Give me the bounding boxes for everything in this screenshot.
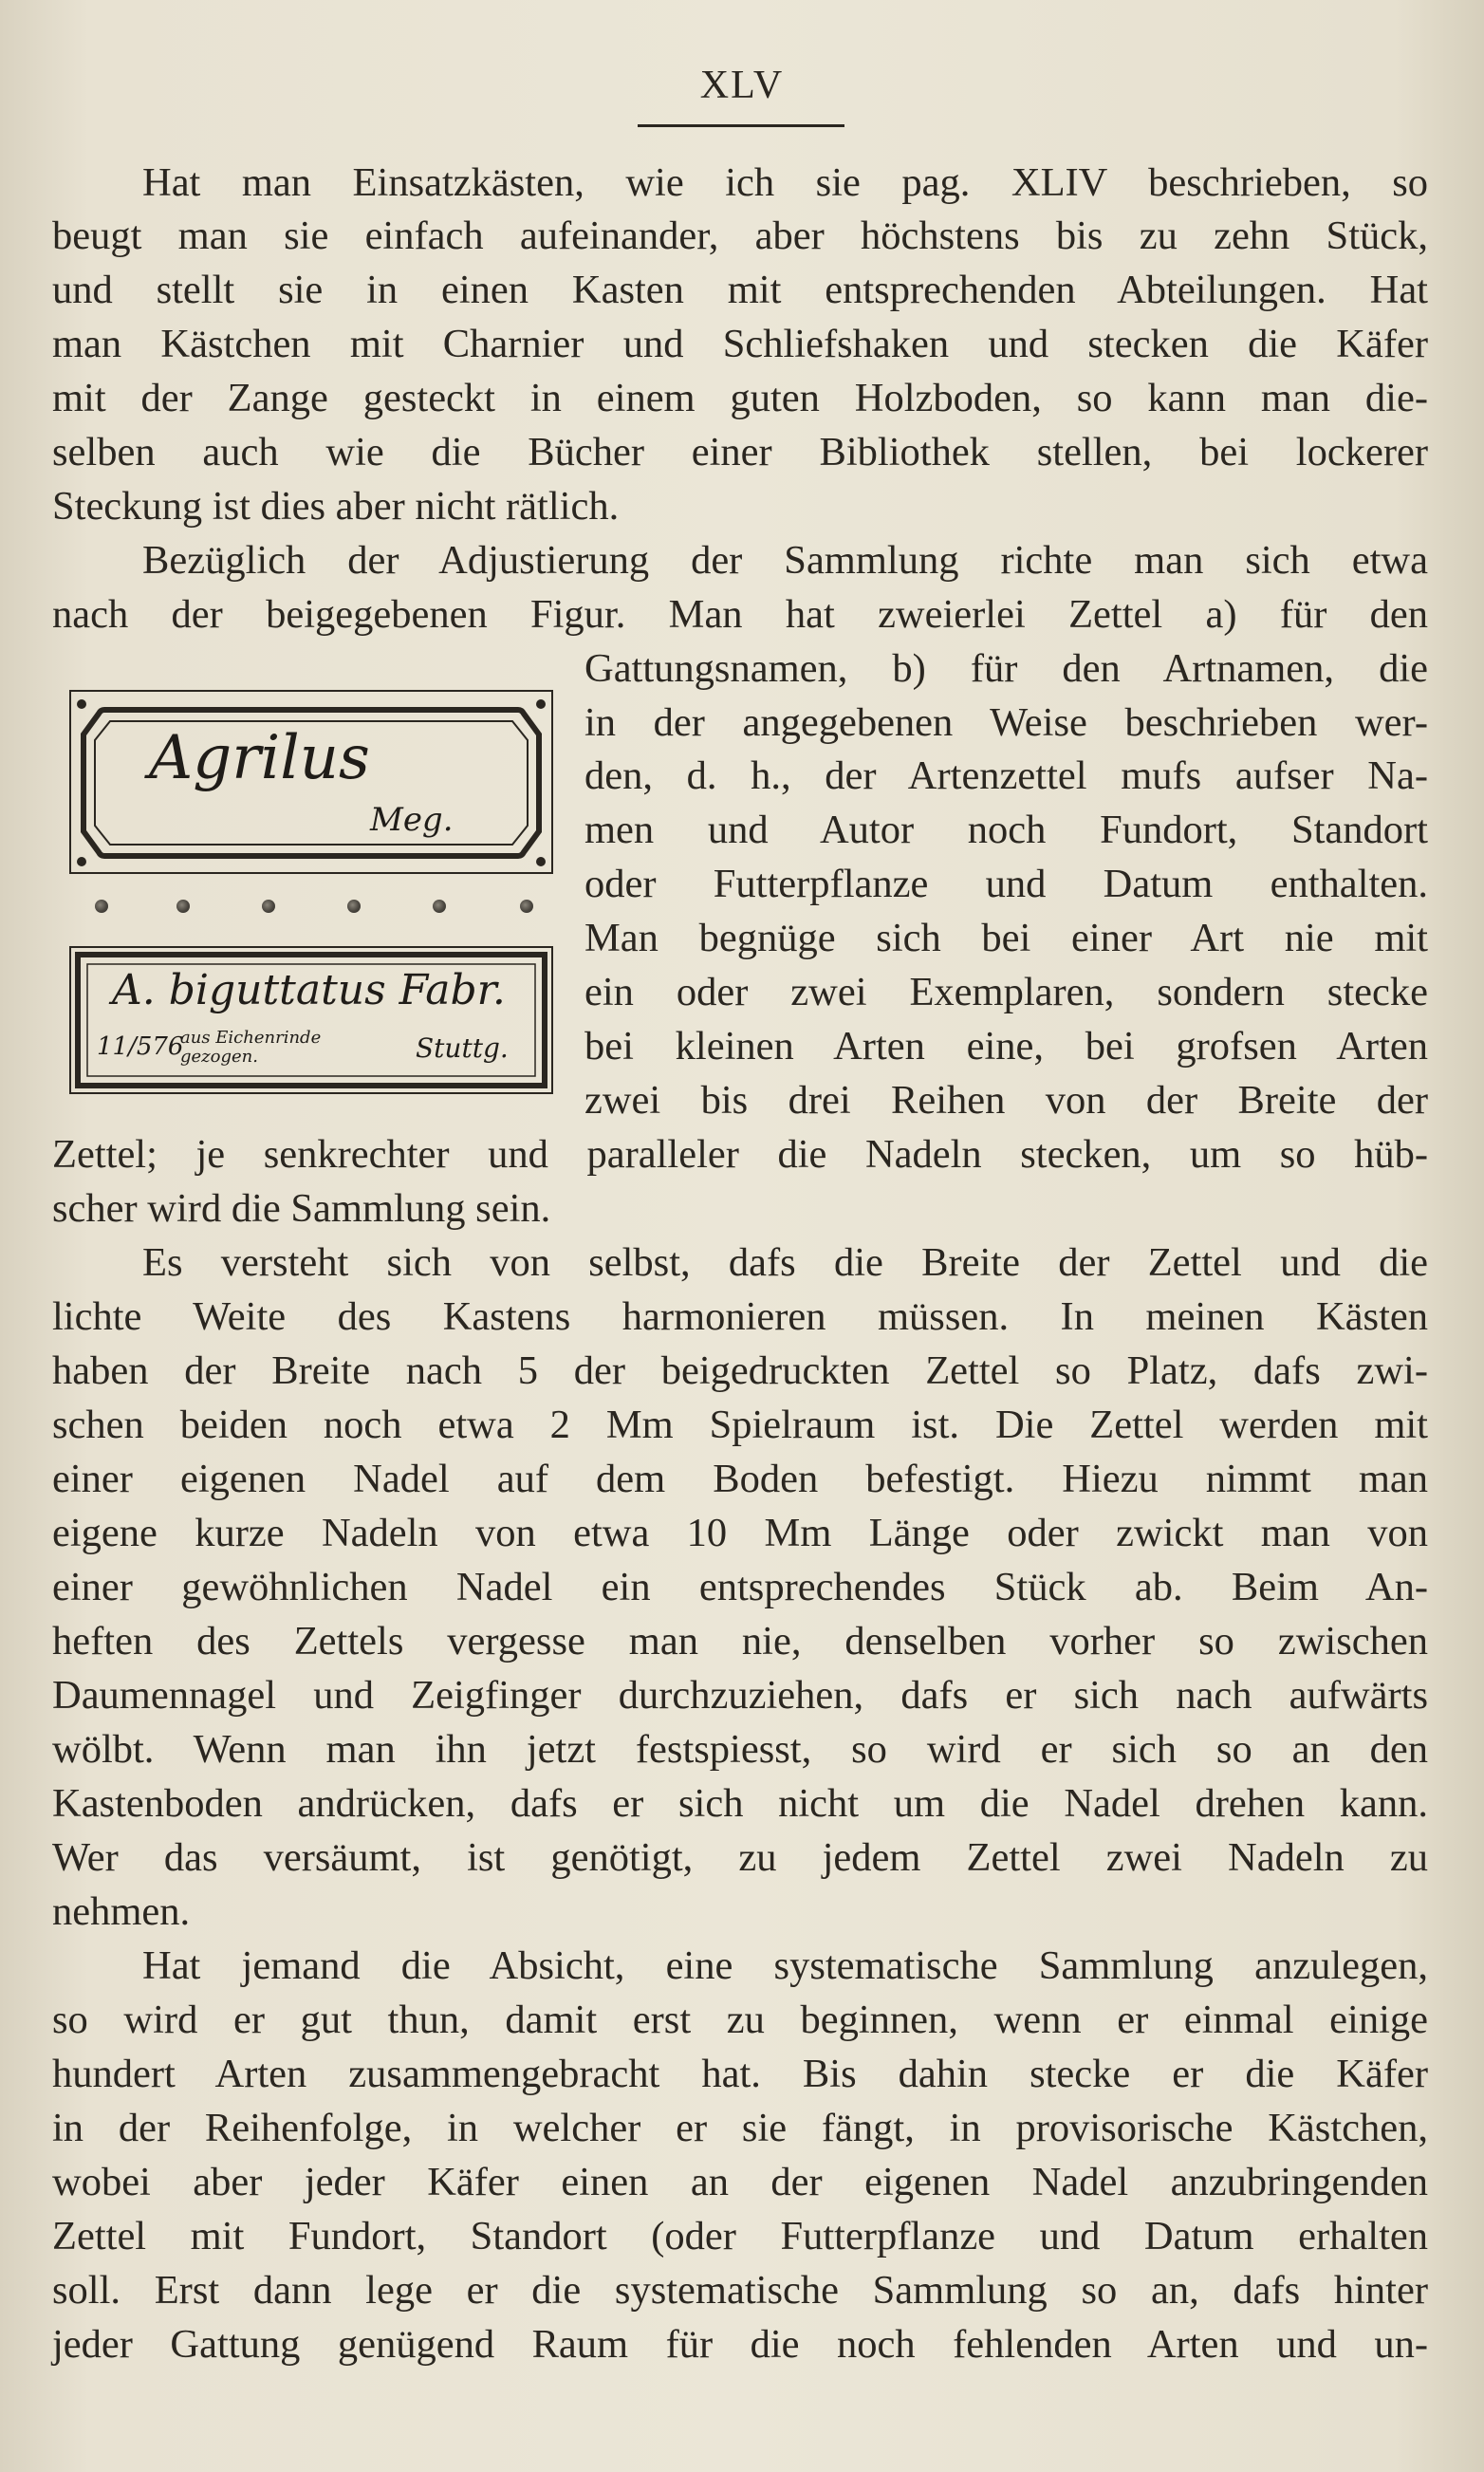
pin-head-icon xyxy=(95,900,108,913)
species-catalog-number: 11/576 xyxy=(97,1032,184,1061)
text-line: zwei bis drei Reihen von der Breite der xyxy=(584,1078,1428,1123)
text-line: wobei aber jeder Käfer einen an der eigenen Nadel anzubringenden xyxy=(52,2160,1428,2204)
text-line: selben auch wie die Bücher einer Bibliothek stellen, bei lockerer xyxy=(52,430,1428,474)
pin-head-icon xyxy=(262,900,275,913)
text-line: Zettel mit Fundort, Standort (oder Futterpflanze und Datum erhalten xyxy=(52,2214,1428,2258)
pin-head-icon xyxy=(433,900,446,913)
text-line: den, d. h., der Artenzettel mufs aufser Na- xyxy=(584,753,1428,798)
genus-author: Meg. xyxy=(370,801,454,839)
pin-row xyxy=(85,900,531,919)
text-line: Gattungsnamen, b) für den Artnamen, die xyxy=(584,646,1428,691)
header-rule xyxy=(638,124,844,127)
text-line: man Kästchen mit Charnier und Schliefshaken und stecken die Käfer xyxy=(52,322,1428,366)
text-line: hundert Arten zusammengebracht hat. Bis dahin stecke er die Käfer xyxy=(52,2052,1428,2096)
text-line: in der angegebenen Weise beschrieben wer- xyxy=(584,700,1428,745)
page-number-header: XLV xyxy=(699,64,785,107)
text-line: schen beiden noch etwa 2 Mm Spielraum ist. Die Zettel werden mit xyxy=(52,1403,1428,1447)
species-name: A. biguttatus Fabr. xyxy=(112,966,506,1014)
text-line: jeder Gattung genügend Raum für die noch fehlenden Arten und un- xyxy=(52,2322,1428,2367)
text-line: einer gewöhnlichen Nadel ein entsprechendes Stück ab. Beim An- xyxy=(52,1565,1428,1609)
text-line: beugt man sie einfach aufeinander, aber höchstens bis zu zehn Stück, xyxy=(52,214,1428,258)
text-line: und stellt sie in einen Kasten mit entsprechenden Abteilungen. Hat xyxy=(52,268,1428,312)
text-line: scher wird die Sammlung sein. xyxy=(52,1186,551,1231)
genus-label xyxy=(68,689,554,875)
pin-head-icon xyxy=(347,900,361,913)
species-note: aus Eichenrinde gezogen. xyxy=(180,1028,322,1067)
text-line: wölbt. Wenn man ihn jetzt festspiesst, so wird er sich so an den xyxy=(52,1727,1428,1772)
text-line: Es versteht sich von selbst, dafs die Breite der Zettel und die xyxy=(142,1240,1428,1285)
species-label xyxy=(68,945,554,1095)
text-line: Zettel; je senkrechter und paralleler die Nadeln stecken, um so hüb- xyxy=(52,1132,1428,1177)
text-line: nehmen. xyxy=(52,1889,191,1934)
text-line: haben der Breite nach 5 der beigedruckten Zettel so Platz, dafs zwi- xyxy=(52,1348,1428,1393)
text-line: eigene kurze Nadeln von etwa 10 Mm Länge oder zwickt man von xyxy=(52,1511,1428,1555)
species-locality: Stuttg. xyxy=(416,1032,509,1064)
text-line: ein oder zwei Exemplaren, sondern stecke xyxy=(584,970,1428,1014)
text-line: einer eigenen Nadel auf dem Boden befestigt. Hiezu nimmt man xyxy=(52,1457,1428,1501)
text-line: bei kleinen Arten eine, bei grofsen Arten xyxy=(584,1024,1428,1069)
text-line: Hat jemand die Absicht, eine systematische Sammlung anzulegen, xyxy=(142,1943,1428,1988)
text-line: Man begnüge sich bei einer Art nie mit xyxy=(584,916,1428,960)
text-line: mit der Zange gesteckt in einem guten Holzboden, so kann man die- xyxy=(52,376,1428,420)
text-line: Hat man Einsatzkästen, wie ich sie pag. XLIV beschrieben, so xyxy=(142,160,1428,205)
text-line: in der Reihenfolge, in welcher er sie fängt, in provisorische Kästchen, xyxy=(52,2106,1428,2150)
text-line: men und Autor noch Fundort, Standort xyxy=(584,808,1428,852)
text-line: Kastenboden andrücken, dafs er sich nicht um die Nadel drehen kann. xyxy=(52,1781,1428,1826)
text-line: lichte Weite des Kastens harmonieren müssen. In meinen Kästen xyxy=(52,1294,1428,1339)
text-line: heften des Zettels vergesse man nie, denselben vorher so zwischen xyxy=(52,1619,1428,1663)
text-line: Steckung ist dies aber nicht rätlich. xyxy=(52,484,620,529)
text-line: oder Futterpflanze und Datum enthalten. xyxy=(584,862,1428,906)
text-line: soll. Erst dann lege er die systematische Sammlung so an, dafs hinter xyxy=(52,2268,1428,2313)
text-line: so wird er gut thun, damit erst zu beginnen, wenn er einmal einige xyxy=(52,1998,1428,2042)
pin-head-icon xyxy=(176,900,190,913)
label-figure xyxy=(68,689,554,1097)
genus-name: Agrilus xyxy=(149,723,370,793)
pin-head-icon xyxy=(520,900,533,913)
text-line: Wer das versäumt, ist genötigt, zu jedem Zettel zwei Nadeln zu xyxy=(52,1835,1428,1880)
text-line: Daumennagel und Zeigfinger durchzuziehen, dafs er sich nach aufwärts xyxy=(52,1673,1428,1718)
text-line: nach der beigegebenen Figur. Man hat zweierlei Zettel a) für den xyxy=(52,592,1428,637)
text-line: Bezüglich der Adjustierung der Sammlung richte man sich etwa xyxy=(142,538,1428,583)
